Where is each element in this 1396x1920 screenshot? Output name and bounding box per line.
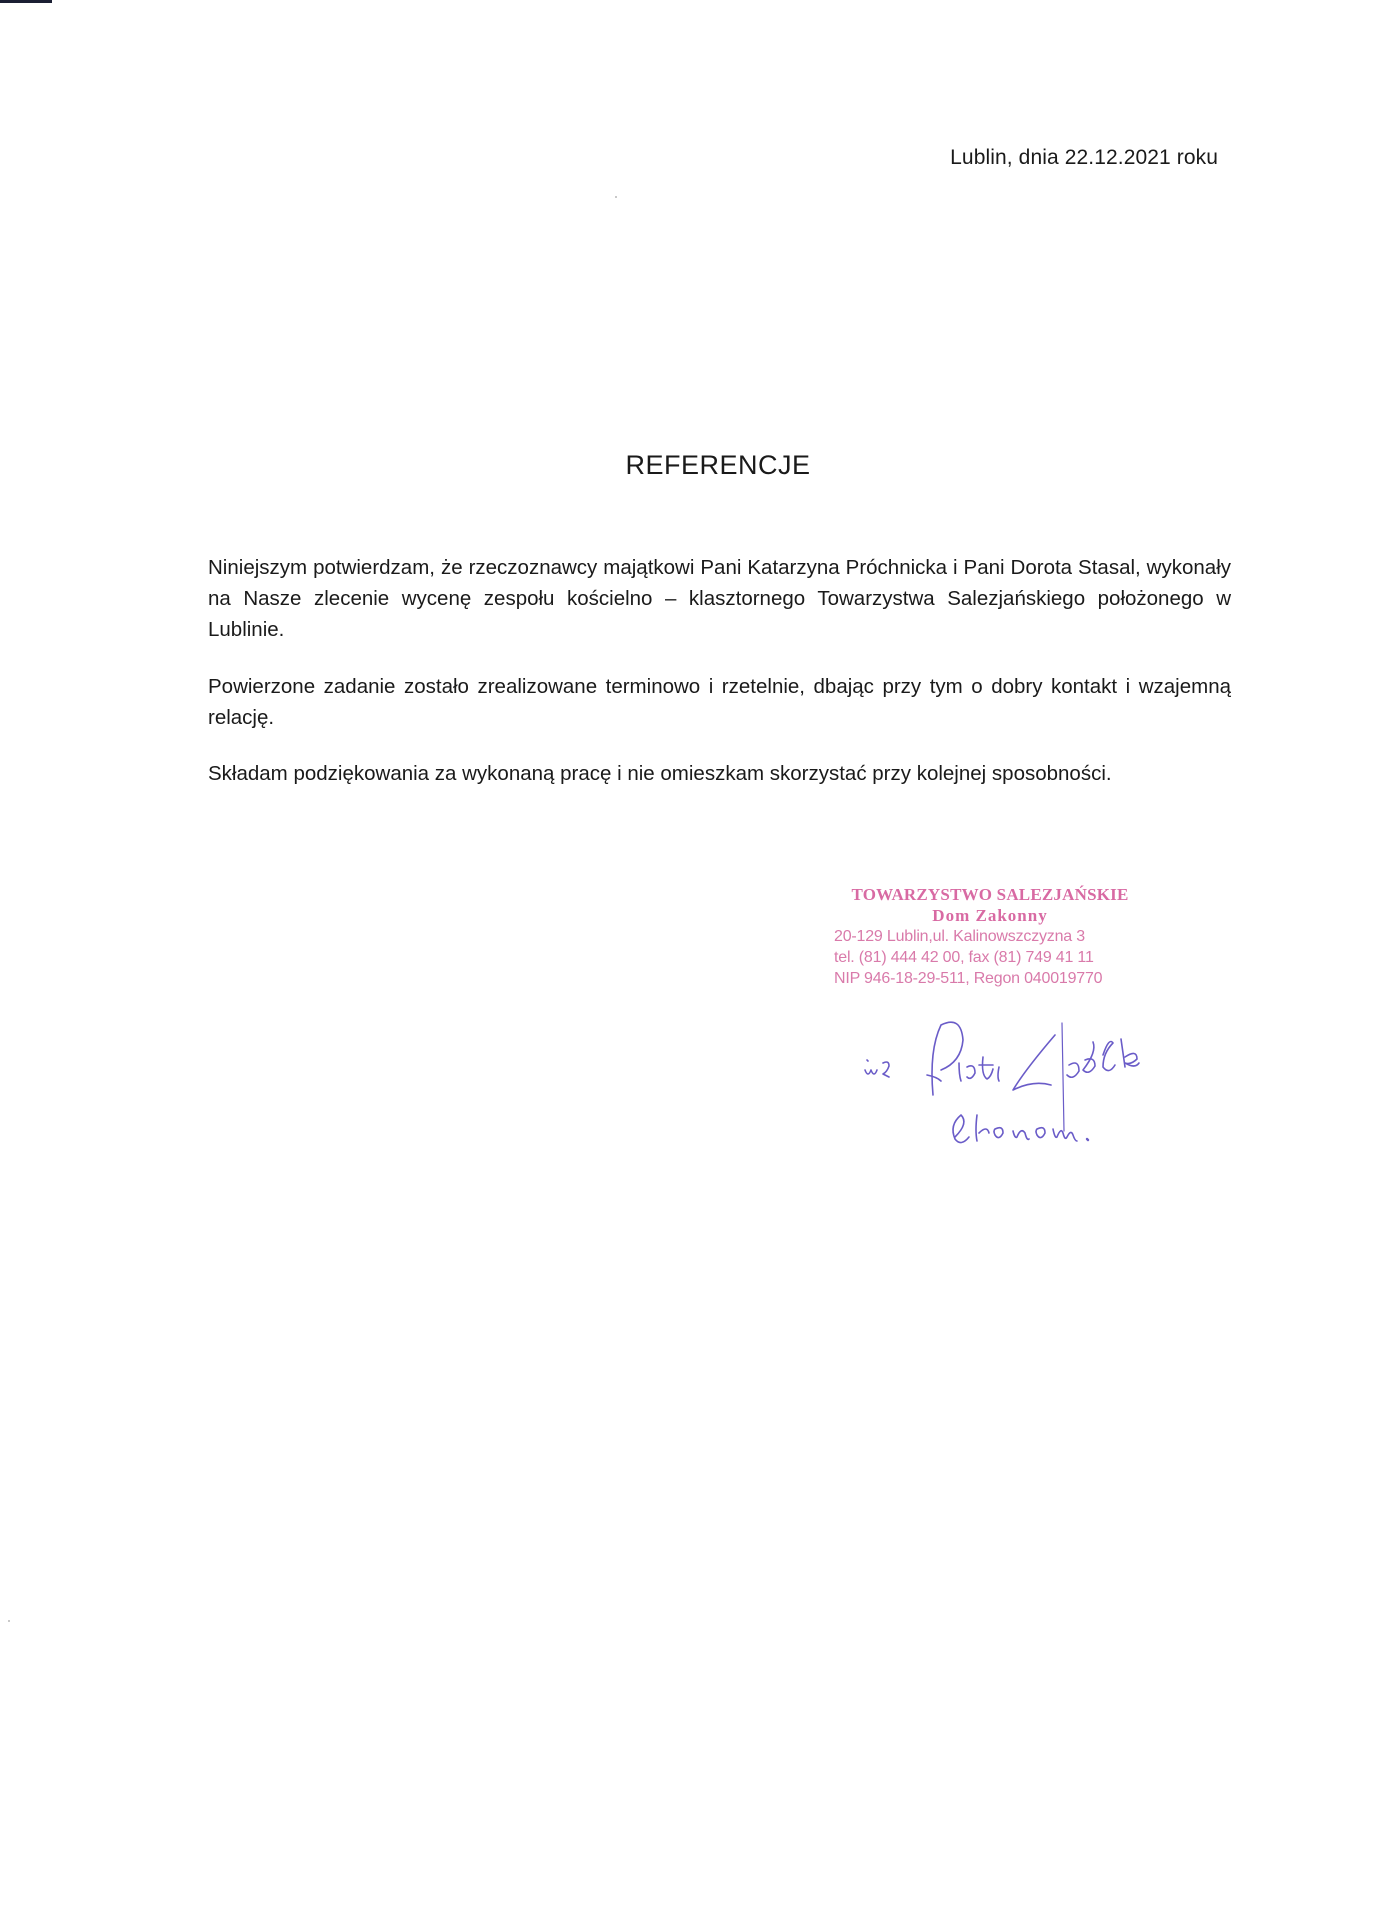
paragraph-execution: Powierzone zadanie zostało zrealizowane terminowo i rzetelnie, dbając przy tym o dobry kontakt i wzajemną relację.: [208, 675, 1231, 729]
scan-edge-mark: [0, 0, 52, 3]
stamp-house: Dom Zakonny: [932, 906, 1048, 925]
stamp-organization: TOWARZYSTWO SALEZJAŃSKIE: [851, 885, 1129, 904]
paragraph-confirmation: Niniejszym potwierdzam, że rzeczoznawcy majątkowi Pani Katarzyna Próchnicka i Pani Dorota Stasal, wykonały na Nasze zlecenie wycenę zespołu kościelno – klasztornego Towarzystwa Salezjańskiego położonego w Lublinie.: [208, 556, 1231, 641]
stamp-ids: NIP 946-18-29-511, Regon 040019770: [834, 970, 1103, 987]
scan-speck: [8, 1620, 10, 1622]
place-date: Lublin, dnia 22.12.2021 roku: [950, 146, 1218, 169]
stamp-address: 20-129 Lublin,ul. Kalinowszczyzna 3: [834, 928, 1085, 945]
organization-stamp: [830, 884, 1150, 989]
scan-speck: [615, 196, 617, 198]
document-title: REFERENCJE: [625, 450, 811, 480]
paragraph-thanks: Składam podziękowania za wykonaną pracę i nie omieszkam skorzystać przy kolejnej sposobności.: [208, 762, 1112, 785]
stamp-phone: tel. (81) 444 42 00, fax (81) 749 41 11: [834, 949, 1094, 966]
handwritten-signature: [855, 1005, 1185, 1180]
